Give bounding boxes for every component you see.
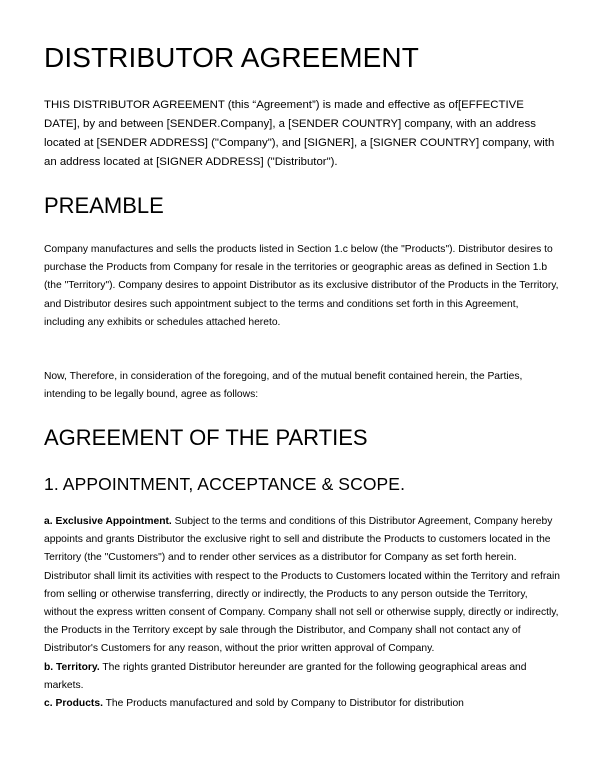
clause-text: Subject to the terms and conditions of this Distributor Agreement, Company hereby appoints and grants Distributor the exclusive right to sell and distribute the Products to customers located in the Territory (the "Customers") and to render other services as a distributor for Company as set forth herein. Distributor shall limit its activities with respect to the Products to Customers located within the Territory and refrain from selling or otherwise transferring, directly or indirectly, the Products to any person outside the Territory, without the express written consent of Company. Company shall not sell or otherwise supply, directly or indirectly, the Products in the Territory except by sale through the Distributor, and Company shall not contact any of Distributor's Customers for any reason, without the prior written approval of Company. <box>44 516 561 655</box>
clause-text: The rights granted Distributor hereunder are granted for the following geographical areas and markets. <box>44 661 527 691</box>
clause-territory <box>44 659 560 695</box>
clause-exclusive-appointment <box>44 513 560 659</box>
clause-label: b. Territory. <box>44 661 100 673</box>
clause-label: c. Products. <box>44 698 103 710</box>
agreement-heading: AGREEMENT OF THE PARTIES <box>44 425 368 450</box>
intro-paragraph: THIS DISTRIBUTOR AGREEMENT (this “Agreement”) is made and effective as of[EFFECTIVE DATE], by and between [SENDER.Company], a [SENDER COUNTRY] company, with an address located at [SENDER ADDRESS] ("Company"), and [SIGNER], a [SIGNER COUNTRY] company, with an address located at [SIGNER ADDRESS] ("Distributor"). <box>44 99 555 168</box>
preamble-paragraph-2: Now, Therefore, in consideration of the foregoing, and of the mutual benefit contained herein, the Parties, intending to be legally bound, agree as follows: <box>44 371 523 401</box>
clause-products <box>44 695 560 713</box>
clause-label: a. Exclusive Appointment. <box>44 516 172 527</box>
preamble-heading: PREAMBLE <box>44 193 164 218</box>
section-1-heading: 1. APPOINTMENT, ACCEPTANCE & SCOPE. <box>44 474 406 494</box>
document-title: DISTRIBUTOR AGREEMENT <box>44 42 419 73</box>
clause-text: The Products manufactured and sold by Company to Distributor for distribution <box>102 698 464 710</box>
preamble-paragraph-1: Company manufactures and sells the products listed in Section 1.c below (the "Products"). Distributor desires to purchase the Products from Company for resale in the territories or geographic areas as defined in Section 1.b (the "Territory"). Company desires to appoint Distributor as its exclusive distributor of the Products in the Territory, and Distributor desires such appointment subject to the terms and conditions set forth in this Agreement, including any exhibits or schedules attached hereto. <box>44 244 559 328</box>
section-1-clauses <box>44 513 560 713</box>
